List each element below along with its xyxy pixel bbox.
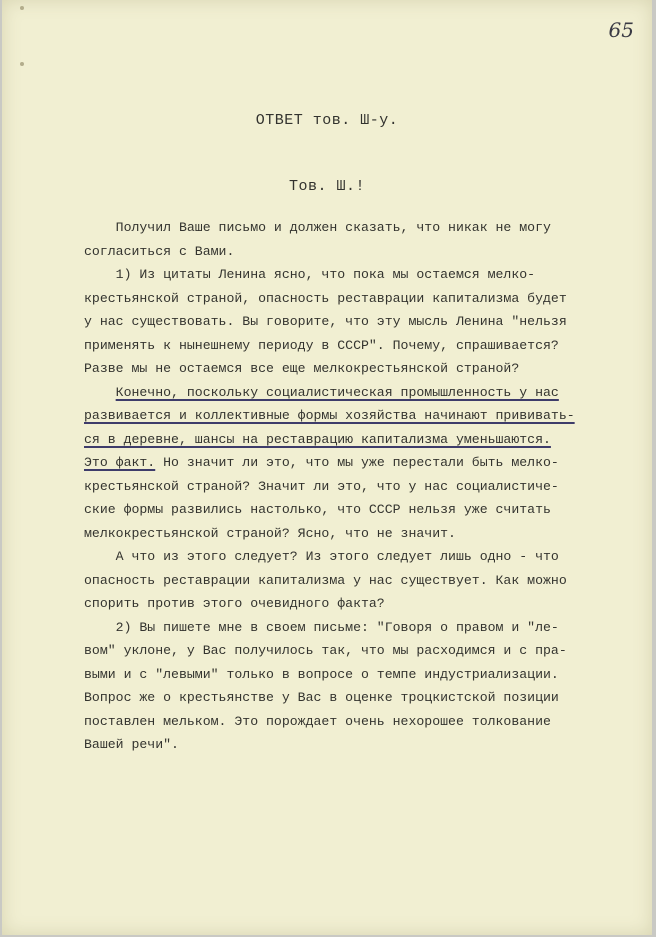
text-line: А что из этого следует? Из этого следует лишь одно - что (84, 549, 559, 564)
document-page (2, 0, 652, 935)
text-line (84, 428, 644, 452)
text-line: 2) Вы пишете мне в своем письме: "Говоря о правом и "ле- (84, 619, 559, 635)
text-line: согласиться с Вами. (84, 243, 235, 259)
page-hole-mark (20, 6, 24, 10)
text-line: вом" уклоне, у Вас получилось так, что мы расходимся и с пра- (84, 643, 567, 658)
text-line: ские формы развились настолько, что СССР нельзя уже считать (84, 502, 551, 517)
text-line: Вашей речи". (84, 737, 179, 752)
text-line: мелкокрестьянской страной? Ясно, что не значит. (84, 525, 456, 541)
document-title: ОТВЕТ тов. Ш-у. (255, 112, 399, 129)
text-line: Разве мы не остаемся все еще мелкокрестьянской страной? (84, 361, 520, 376)
underlined-passage: ся в деревне, шансы на реставрацию капитализма уменьшаются. (84, 431, 551, 447)
text-line (84, 404, 644, 428)
text-line: опасность реставрации капитализма у нас существует. Как можно (84, 572, 567, 588)
text-line: крестьянской страной? Значит ли это, что у нас социалистиче- (84, 478, 559, 494)
letter-body (84, 216, 644, 757)
text-line: у нас существовать. Вы говорите, что эту мысль Ленина "нельзя (84, 314, 567, 329)
text-line: выми и с "левыми" только в вопросе о темпе индустриализации. (84, 666, 559, 682)
text-line: Вопрос же о крестьянстве у Вас в оценке троцкистской позиции (84, 690, 559, 705)
salutation: Тов. Ш.! (288, 178, 365, 195)
text-line: крестьянской страной, опасность реставрации капитализма будет (84, 290, 567, 306)
text-line (84, 381, 644, 405)
text-line: применять к нынешнему периоду в СССР". Почему, спрашивается? (84, 337, 559, 353)
underlined-passage: Конечно, поскольку социалистическая промышленность у нас (115, 384, 559, 400)
text-line: поставлен мельком. Это порождает очень нехорошее толкование (84, 713, 551, 729)
underlined-passage: Это факт. (84, 455, 156, 470)
underlined-passage: развивается и коллективные формы хозяйства начинают прививать- (84, 408, 575, 423)
text-line: спорить против этого очевидного факта? (84, 596, 385, 611)
text-line: 1) Из цитаты Ленина ясно, что пока мы остаемся мелко- (84, 267, 536, 282)
text-line: Это факт. Но значит ли это, что мы уже перестали быть мелко- (84, 455, 559, 470)
text-line: Получил Ваше письмо и должен сказать, что никак не могу (84, 220, 551, 235)
handwritten-page-number: 65 (608, 18, 634, 42)
page-hole-mark (20, 62, 24, 66)
